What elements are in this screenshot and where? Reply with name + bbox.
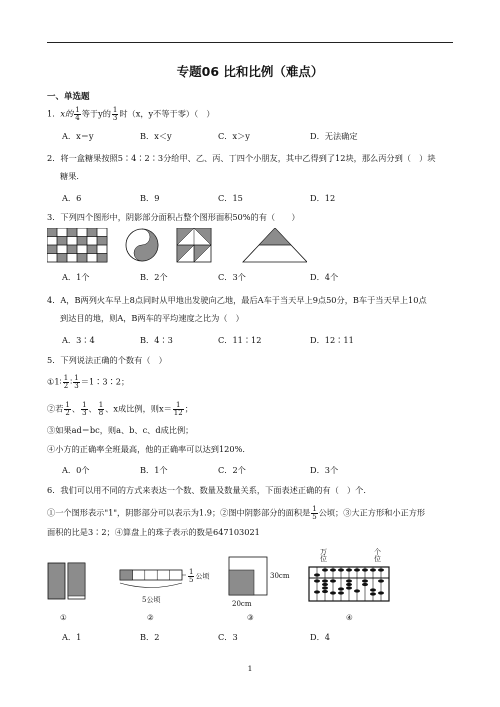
q1-option-a[interactable]: A．x＝y — [62, 131, 94, 141]
section-heading: 一、单选题 — [47, 92, 90, 102]
q3-triangle-figure — [243, 228, 307, 262]
q6-fig4-label: ④ — [346, 613, 353, 622]
question-4-line-2: 到达目的地，则A，B两车的平均速度之比为（ ） — [60, 313, 244, 323]
q1-fraction-1: $\frac{1}{4}$ — [75, 106, 80, 122]
question-4-line-1: 4．A，B两列火车早上8点同时从甲地出发驶向乙地，最后A车于当天早上9点50分，B车于当天早上10点 — [47, 295, 427, 305]
question-6: 6．我们可以用不同的方式来表达一个数、数量及数量关系，下面表述正确的有（ ）个． — [47, 485, 372, 495]
q6-fig2-bottom-label: 5公顷 — [142, 596, 161, 604]
q6-statements-line-1: ①一个图形表示"1"，阴影部分可以表示为1.9；②图中阴影部分的面积是 $\frac{1}{5}$ 公顷；③大正方形和小正方形 — [47, 505, 426, 521]
q1-fraction-2: $\frac{1}{3}$ — [112, 106, 118, 122]
q6-fig2-fraction: $\frac{1}{5}$ 公顷 — [189, 568, 210, 584]
q6-figure-4-abacus — [308, 566, 392, 604]
q3-figures — [47, 228, 307, 264]
q1-option-b[interactable]: B．x＜y — [140, 131, 172, 141]
q6-option-c[interactable]: C．3 — [218, 632, 238, 642]
page-number: 1 — [247, 664, 253, 673]
q6-figure-3 — [228, 556, 270, 598]
q1-text-pre: x的 — [60, 108, 74, 119]
question-1 — [47, 107, 215, 122]
q5-option-b[interactable]: B．1个 — [140, 465, 168, 475]
q5-statement-4: ④小方的正确率全班最高，他的正确率可以达到120%． — [47, 444, 251, 454]
q6-figure-1 — [47, 562, 87, 602]
q3-option-b[interactable]: B．2个 — [140, 272, 168, 282]
q6-fig3-label: ③ — [247, 613, 254, 622]
q3-option-d[interactable]: D．4个 — [310, 272, 339, 282]
q1-option-d[interactable]: D．无法确定 — [310, 131, 358, 141]
q5-option-a[interactable]: A．0个 — [62, 465, 90, 475]
q6-fig3-bottom-label: 20cm — [232, 600, 252, 608]
q6-option-d[interactable]: D．4 — [310, 632, 330, 642]
q3-option-a[interactable]: A．1个 — [62, 272, 90, 282]
q2-option-c[interactable]: C．15 — [218, 193, 243, 203]
q4-option-a[interactable]: A．3∶4 — [62, 335, 95, 345]
q1-text-post: 时（x，y不等于零）（ ） — [119, 108, 215, 119]
question-5: 5．下列说法正确的个数有（ ） — [47, 355, 167, 365]
q2-option-b[interactable]: B．9 — [140, 193, 160, 203]
q3-yinyang-figure — [126, 229, 158, 261]
q4-option-c[interactable]: C．11∶12 — [218, 335, 262, 345]
question-2-line-2: 糖果． — [60, 171, 85, 181]
q6-fig2-label: ② — [147, 613, 154, 622]
q6-option-b[interactable]: B．2 — [140, 632, 160, 642]
q6-fig3-side-label: 30cm — [270, 572, 290, 580]
q4-option-b[interactable]: B．4∶3 — [140, 335, 173, 345]
header-rule — [47, 42, 453, 43]
q5-statement-3: ③如果ad＝bc，则a、b、c、d成比例； — [47, 425, 194, 435]
q6-option-a[interactable]: A．1 — [62, 632, 82, 642]
q6-fig4-label-wan: 万 位 — [320, 548, 327, 563]
q4-option-d[interactable]: D．12∶11 — [310, 335, 354, 345]
q6-fig1-label: ① — [60, 613, 67, 622]
q1-text-mid: 等于y的 — [81, 108, 111, 119]
q6-fig4-label-ge: 个 位 — [374, 548, 381, 563]
q3-square-figure — [177, 228, 211, 262]
q2-option-a[interactable]: A．6 — [62, 193, 82, 203]
page-title: 专题06 比和比例（难点） — [176, 64, 324, 79]
question-2-line-1: 2．将一盒糖果按照5∶4∶2∶3分给甲、乙、丙、丁四个小朋友，其中乙得到了12块，那么丙分到（ ）块 — [47, 153, 436, 163]
q3-option-c[interactable]: C．3个 — [218, 272, 246, 282]
q5-statement-1: ①1∶ $\frac{1}{2}$ ∶ $\frac{1}{3}$ ＝1∶3∶2； — [47, 374, 130, 390]
q5-option-d[interactable]: D．3个 — [310, 465, 339, 475]
q2-option-d[interactable]: D．12 — [310, 193, 336, 203]
q1-number: 1． — [47, 108, 61, 119]
q6-statements-line-2: 面积的比是3∶2；④算盘上的珠子表示的数是647103021 — [47, 527, 260, 537]
q1-option-c[interactable]: C．x＞y — [218, 131, 250, 141]
q3-grid-figure — [47, 228, 107, 262]
q5-option-c[interactable]: C．2个 — [218, 465, 246, 475]
question-3: 3．下列四个图形中，阴影部分面积占整个图形面积50%的有（ ） — [47, 212, 300, 222]
q5-statement-2: ②若 $\frac{1}{2}$ 、 $\frac{1}{3}$ 、 $\frac{1}{8}$ 、x成比例，则x＝ $\frac{1}{12}$ ； — [47, 401, 193, 417]
